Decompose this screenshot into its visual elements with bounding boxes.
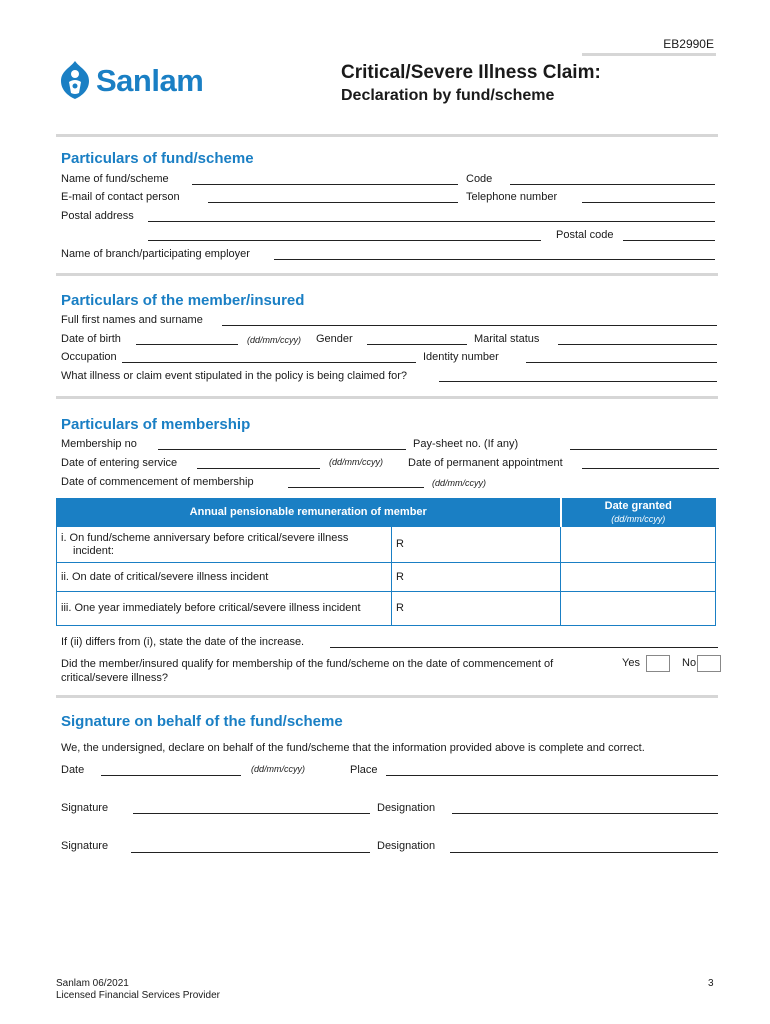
occupation-field[interactable]	[122, 362, 416, 363]
footer-fsp: Licensed Financial Services Provider	[56, 990, 220, 1001]
page-title: Critical/Severe Illness Claim:	[341, 62, 601, 83]
member-section-title: Particulars of the member/insured	[61, 292, 305, 309]
paysheet-label: Pay-sheet no. (If any)	[413, 438, 519, 450]
dob-field[interactable]	[136, 344, 238, 345]
section-separator	[56, 396, 718, 399]
no-label: No	[682, 657, 697, 669]
telephone-field[interactable]	[582, 202, 715, 203]
yes-label: Yes	[622, 657, 640, 669]
remuneration-header	[57, 499, 561, 527]
row-label	[57, 563, 392, 592]
declaration-text: We, the undersigned, declare on behalf of the fund/scheme that the information provided above is complete and correct.	[61, 742, 645, 754]
row-label-text: iii. One year immediately before critical/severe illness incident	[61, 602, 361, 614]
identity-number-label: Identity number	[423, 351, 499, 363]
commencement-hint: (dd/mm/ccyy)	[432, 478, 486, 488]
marital-status-label: Marital status	[474, 333, 540, 345]
entering-service-label: Date of entering service	[61, 457, 178, 469]
permanent-appointment-field[interactable]	[582, 468, 719, 469]
gender-field[interactable]	[367, 344, 467, 345]
signature-section-title: Signature on behalf of the fund/scheme	[61, 713, 343, 730]
code-label: Code	[466, 173, 493, 185]
date-granted-cell[interactable]	[561, 592, 716, 626]
gender-label: Gender	[316, 333, 353, 345]
membership-number-field[interactable]	[158, 449, 406, 450]
section-separator	[56, 273, 718, 276]
sanlam-shield-icon	[58, 60, 92, 100]
declaration-date-field[interactable]	[101, 775, 241, 776]
commencement-label: Date of commencement of membership	[61, 476, 254, 488]
section-separator	[56, 134, 718, 137]
amount-cell[interactable]	[392, 563, 561, 592]
entering-service-hint: (dd/mm/ccyy)	[329, 457, 383, 467]
currency-symbol: R	[396, 538, 404, 550]
illness-field[interactable]	[439, 381, 717, 382]
branch-label: Name of branch/participating employer	[61, 248, 250, 260]
row-label	[57, 527, 392, 563]
entering-service-field[interactable]	[197, 468, 320, 469]
date-granted-hint: (dd/mm/ccyy)	[611, 513, 666, 524]
place-field[interactable]	[386, 775, 718, 776]
logo-wordmark: Sanlam	[96, 63, 204, 98]
date-granted-cell[interactable]	[561, 527, 716, 563]
postal-code-field[interactable]	[623, 240, 715, 241]
branch-field[interactable]	[274, 259, 715, 260]
permanent-appointment-label: Date of permanent appointment	[408, 457, 563, 469]
currency-symbol: R	[396, 602, 404, 614]
table-row	[57, 527, 716, 563]
full-names-label: Full first names and surname	[61, 314, 203, 326]
yes-checkbox[interactable]	[646, 655, 670, 672]
designation-label-2: Designation	[377, 840, 436, 852]
designation-field-1[interactable]	[452, 813, 718, 814]
signature-label-2: Signature	[61, 840, 109, 852]
marital-status-field[interactable]	[558, 344, 717, 345]
page-subtitle: Declaration by fund/scheme	[341, 87, 555, 104]
identity-number-field[interactable]	[526, 362, 717, 363]
currency-symbol: R	[396, 570, 404, 583]
page-number: 3	[708, 978, 714, 989]
date-granted-header	[561, 499, 716, 527]
row-label	[57, 592, 392, 626]
fund-section-title: Particulars of fund/scheme	[61, 150, 254, 167]
designation-field-2[interactable]	[450, 852, 718, 853]
document-code: EB2990E	[663, 37, 714, 51]
sanlam-logo	[58, 60, 238, 100]
declaration-date-hint: (dd/mm/ccyy)	[251, 764, 305, 774]
qualify-question: Did the member/insured qualify for membership of the fund/scheme on the date of commencement of critical/severe illness?	[61, 658, 554, 684]
commencement-field[interactable]	[288, 487, 424, 488]
table-row	[57, 563, 716, 592]
amount-cell[interactable]	[392, 527, 561, 563]
table-row	[57, 592, 716, 626]
email-label: E-mail of contact person	[61, 191, 180, 203]
table-header-row	[57, 499, 716, 527]
telephone-label: Telephone number	[466, 191, 558, 203]
illness-label: What illness or claim event stipulated in the policy is being claimed for?	[61, 370, 408, 382]
remuneration-header-text: Annual pensionable remuneration of member	[189, 506, 427, 518]
full-names-field[interactable]	[222, 325, 717, 326]
date-granted-cell[interactable]	[561, 563, 716, 592]
remuneration-table	[56, 498, 716, 626]
footer-date: Sanlam 06/2021	[56, 978, 129, 989]
dob-hint: (dd/mm/ccyy)	[247, 335, 301, 345]
membership-number-label: Membership no	[61, 438, 137, 450]
amount-cell[interactable]	[392, 592, 561, 626]
date-granted-header-text: Date granted	[604, 499, 672, 512]
date-label: Date	[61, 764, 85, 776]
fund-name-label: Name of fund/scheme	[61, 173, 169, 185]
increase-date-field[interactable]	[330, 647, 718, 648]
paysheet-field[interactable]	[570, 449, 717, 450]
postal-address-field[interactable]	[148, 221, 715, 222]
postal-code-label: Postal code	[556, 229, 614, 241]
no-checkbox[interactable]	[697, 655, 721, 672]
designation-label-1: Designation	[377, 802, 436, 814]
signature-field-2[interactable]	[131, 852, 370, 853]
signature-field-1[interactable]	[133, 813, 370, 814]
email-field[interactable]	[208, 202, 458, 203]
increase-label: If (ii) differs from (i), state the date of the increase.	[61, 636, 305, 648]
postal-address-field-2[interactable]	[148, 240, 541, 241]
code-field[interactable]	[510, 184, 715, 185]
occupation-label: Occupation	[61, 351, 117, 363]
place-label: Place	[350, 764, 378, 776]
row-label-text: ii. On date of critical/severe illness incident	[61, 570, 269, 583]
fund-name-field[interactable]	[192, 184, 458, 185]
postal-address-label: Postal address	[61, 210, 134, 222]
header-top-rule	[582, 53, 716, 56]
dob-label: Date of birth	[61, 333, 121, 345]
signature-label-1: Signature	[61, 802, 109, 814]
section-separator	[56, 695, 718, 698]
membership-section-title: Particulars of membership	[61, 416, 251, 433]
row-label-text: i. On fund/scheme anniversary before critical/severe illness incident:	[61, 531, 349, 557]
